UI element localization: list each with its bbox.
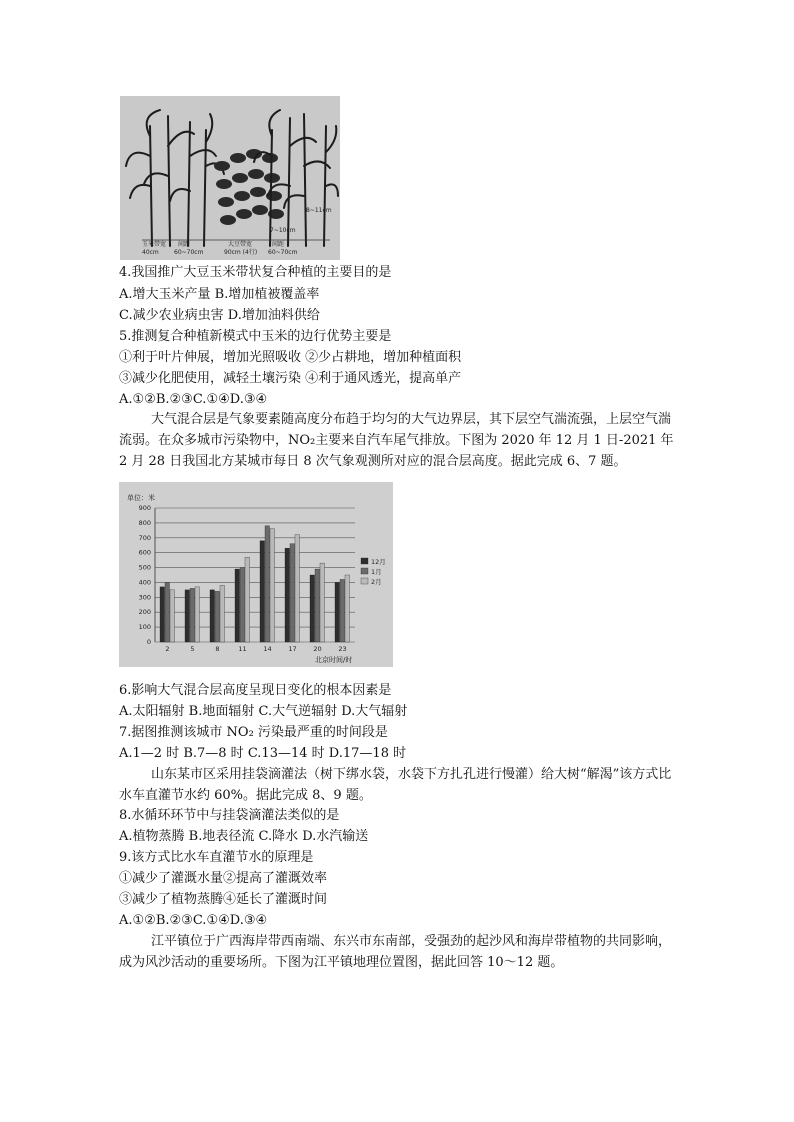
q4-options-ab: A.增大玉米产量 B.增加植被覆盖率 bbox=[119, 287, 320, 302]
bar-1月-8 bbox=[215, 591, 220, 642]
y-tick-0: 0 bbox=[146, 638, 151, 646]
bar-12月-5 bbox=[185, 590, 190, 642]
bar-12月-17 bbox=[285, 548, 290, 642]
y-tick-600: 600 bbox=[138, 548, 151, 557]
y-tick-700: 700 bbox=[138, 533, 151, 542]
fig1-label-3: 60~70cm bbox=[174, 249, 204, 256]
strip-planting-illustration bbox=[120, 96, 340, 260]
passage-drip-irrigation: 山东某市区采用挂袋滴灌法（树下绑水袋，水袋下方扎孔进行慢灌）给大树“解渴”该方式比水车直灌节水约 60%。据此完成 8、9 题。 bbox=[119, 767, 672, 803]
y-tick-800: 800 bbox=[138, 518, 151, 527]
bar-2月-8 bbox=[220, 585, 225, 642]
mixing-layer-chart-svg bbox=[119, 482, 393, 667]
q9-options: A.①②B.②③C.①④D.③④ bbox=[119, 913, 268, 928]
q4-options-cd: C.减少农业病虫害 D.增加油料供给 bbox=[119, 308, 320, 323]
x-tick-14: 14 bbox=[263, 645, 272, 653]
bar-2月-14 bbox=[270, 529, 275, 642]
chart-x-axis-label: 北京时间/时 bbox=[315, 656, 353, 664]
q5-statement-2: ③减少化肥使用，减轻土壤污染 ④利于通风透光，提高单产 bbox=[119, 371, 462, 386]
passage-mixing-layer: 大气混合层是气象要素随高度分布趋于均匀的大气边界层，其下层空气湍流强，上层空气湍流弱。在众多城市污染物中，NO₂主要来自汽车尾气排放。下图为 2020 年 12 月 1 日-2021 年 2 月 28 日我国北方某城市每日 8 次气象观测所对应的混合层高度。据此完成 6、7 题。 bbox=[119, 412, 674, 469]
legend-label-12月: 12月 bbox=[371, 558, 386, 566]
bar-12月-2 bbox=[160, 587, 165, 642]
fig1-label-8: 7~10cm bbox=[270, 227, 296, 234]
corn-left bbox=[126, 110, 224, 246]
q6-options: A.太阳辐射 B.地面辐射 C.大气逆辐射 D.大气辐射 bbox=[119, 704, 408, 719]
legend-label-1月: 1月 bbox=[371, 568, 382, 576]
legend-label-2月: 2月 bbox=[371, 578, 382, 586]
bar-1月-20 bbox=[315, 569, 320, 642]
bar-1月-14 bbox=[265, 526, 270, 642]
fig1-label-2: 间距 bbox=[178, 241, 191, 248]
bar-1月-5 bbox=[190, 588, 195, 642]
q5-stem: 5.推测复合种植新模式中玉米的边行优势主要是 bbox=[119, 329, 392, 344]
q4-stem: 4.我国推广大豆玉米带状复合种植的主要目的是 bbox=[119, 265, 392, 280]
bar-2月-2 bbox=[170, 590, 175, 642]
x-tick-20: 20 bbox=[313, 645, 322, 653]
bar-12月-23 bbox=[335, 582, 340, 642]
q9-statement-2: ③减少了植物蒸腾④延长了灌溉时间 bbox=[119, 892, 328, 907]
fig1-label-5: 90cm (4行) bbox=[224, 249, 258, 256]
q9-statement-1: ①减少了灌溉水量②提高了灌溉效率 bbox=[119, 871, 328, 886]
q5-options: A.①②B.②③C.①④D.③④ bbox=[119, 392, 268, 407]
x-tick-8: 8 bbox=[215, 645, 220, 653]
bar-1月-2 bbox=[165, 582, 170, 642]
bar-12月-14 bbox=[260, 541, 265, 642]
chart-unit-label: 单位：米 bbox=[127, 494, 155, 502]
y-tick-300: 300 bbox=[138, 593, 151, 602]
bar-2月-11 bbox=[245, 557, 250, 642]
x-tick-23: 23 bbox=[338, 645, 347, 653]
x-tick-11: 11 bbox=[238, 645, 247, 653]
fig1-label-0: 玉米带宽 bbox=[142, 241, 167, 248]
bar-12月-20 bbox=[310, 575, 315, 642]
fig1-label-1: 40cm bbox=[142, 249, 159, 256]
q9-stem: 9.该方式比水车直灌节水的原理是 bbox=[119, 850, 314, 865]
fig1-label-6: 间距 bbox=[272, 241, 285, 248]
y-tick-200: 200 bbox=[138, 608, 151, 617]
y-tick-100: 100 bbox=[138, 623, 151, 632]
x-tick-2: 2 bbox=[165, 645, 170, 653]
bar-2月-23 bbox=[345, 575, 350, 642]
bar-1月-17 bbox=[290, 544, 295, 642]
q7-options: A.1—2 时 B.7—8 时 C.13—14 时 D.17—18 时 bbox=[119, 746, 407, 761]
fig1-label-9: 8~11cm bbox=[306, 207, 332, 214]
q7-stem: 7.据图推测该城市 NO₂ 污染最严重的时间段是 bbox=[119, 725, 388, 740]
q5-statement-1: ①利于叶片伸展，增加光照吸收 ②少占耕地，增加种植面积 bbox=[119, 350, 462, 365]
x-tick-17: 17 bbox=[288, 645, 297, 653]
legend-swatch-1月 bbox=[361, 568, 368, 574]
mixing-layer-chart bbox=[119, 482, 393, 667]
legend-swatch-2月 bbox=[361, 578, 368, 584]
bar-1月-11 bbox=[240, 568, 245, 642]
passage-jiangping: 江平镇位于广西海岸带西南端、东兴市东南部，受强劲的起沙风和海岸带植物的共同影响，成为风沙活动的重要场所。下图为江平镇地理位置图，据此回答 10～12 题。 bbox=[119, 934, 672, 970]
bar-12月-11 bbox=[235, 569, 240, 642]
bar-1月-23 bbox=[340, 579, 345, 642]
x-tick-5: 5 bbox=[190, 645, 195, 653]
bar-2月-17 bbox=[295, 535, 300, 642]
bar-2月-20 bbox=[320, 563, 325, 642]
y-tick-400: 400 bbox=[138, 578, 151, 587]
y-tick-500: 500 bbox=[138, 563, 151, 572]
q8-stem: 8.水循环环节中与挂袋滴灌法类似的是 bbox=[119, 808, 340, 823]
y-tick-900: 900 bbox=[138, 504, 151, 512]
q8-options: A.植物蒸腾 B.地表径流 C.降水 D.水汽输送 bbox=[119, 829, 369, 844]
bar-2月-5 bbox=[195, 587, 200, 642]
fig1-label-7: 60~70cm bbox=[268, 249, 298, 256]
fig1-label-4: 大豆带宽 bbox=[228, 241, 253, 248]
legend-swatch-12月 bbox=[361, 558, 368, 564]
q6-stem: 6.影响大气混合层高度呈现日变化的根本因素是 bbox=[119, 683, 392, 698]
strip-planting-figure bbox=[120, 96, 340, 260]
bar-12月-8 bbox=[210, 590, 215, 642]
